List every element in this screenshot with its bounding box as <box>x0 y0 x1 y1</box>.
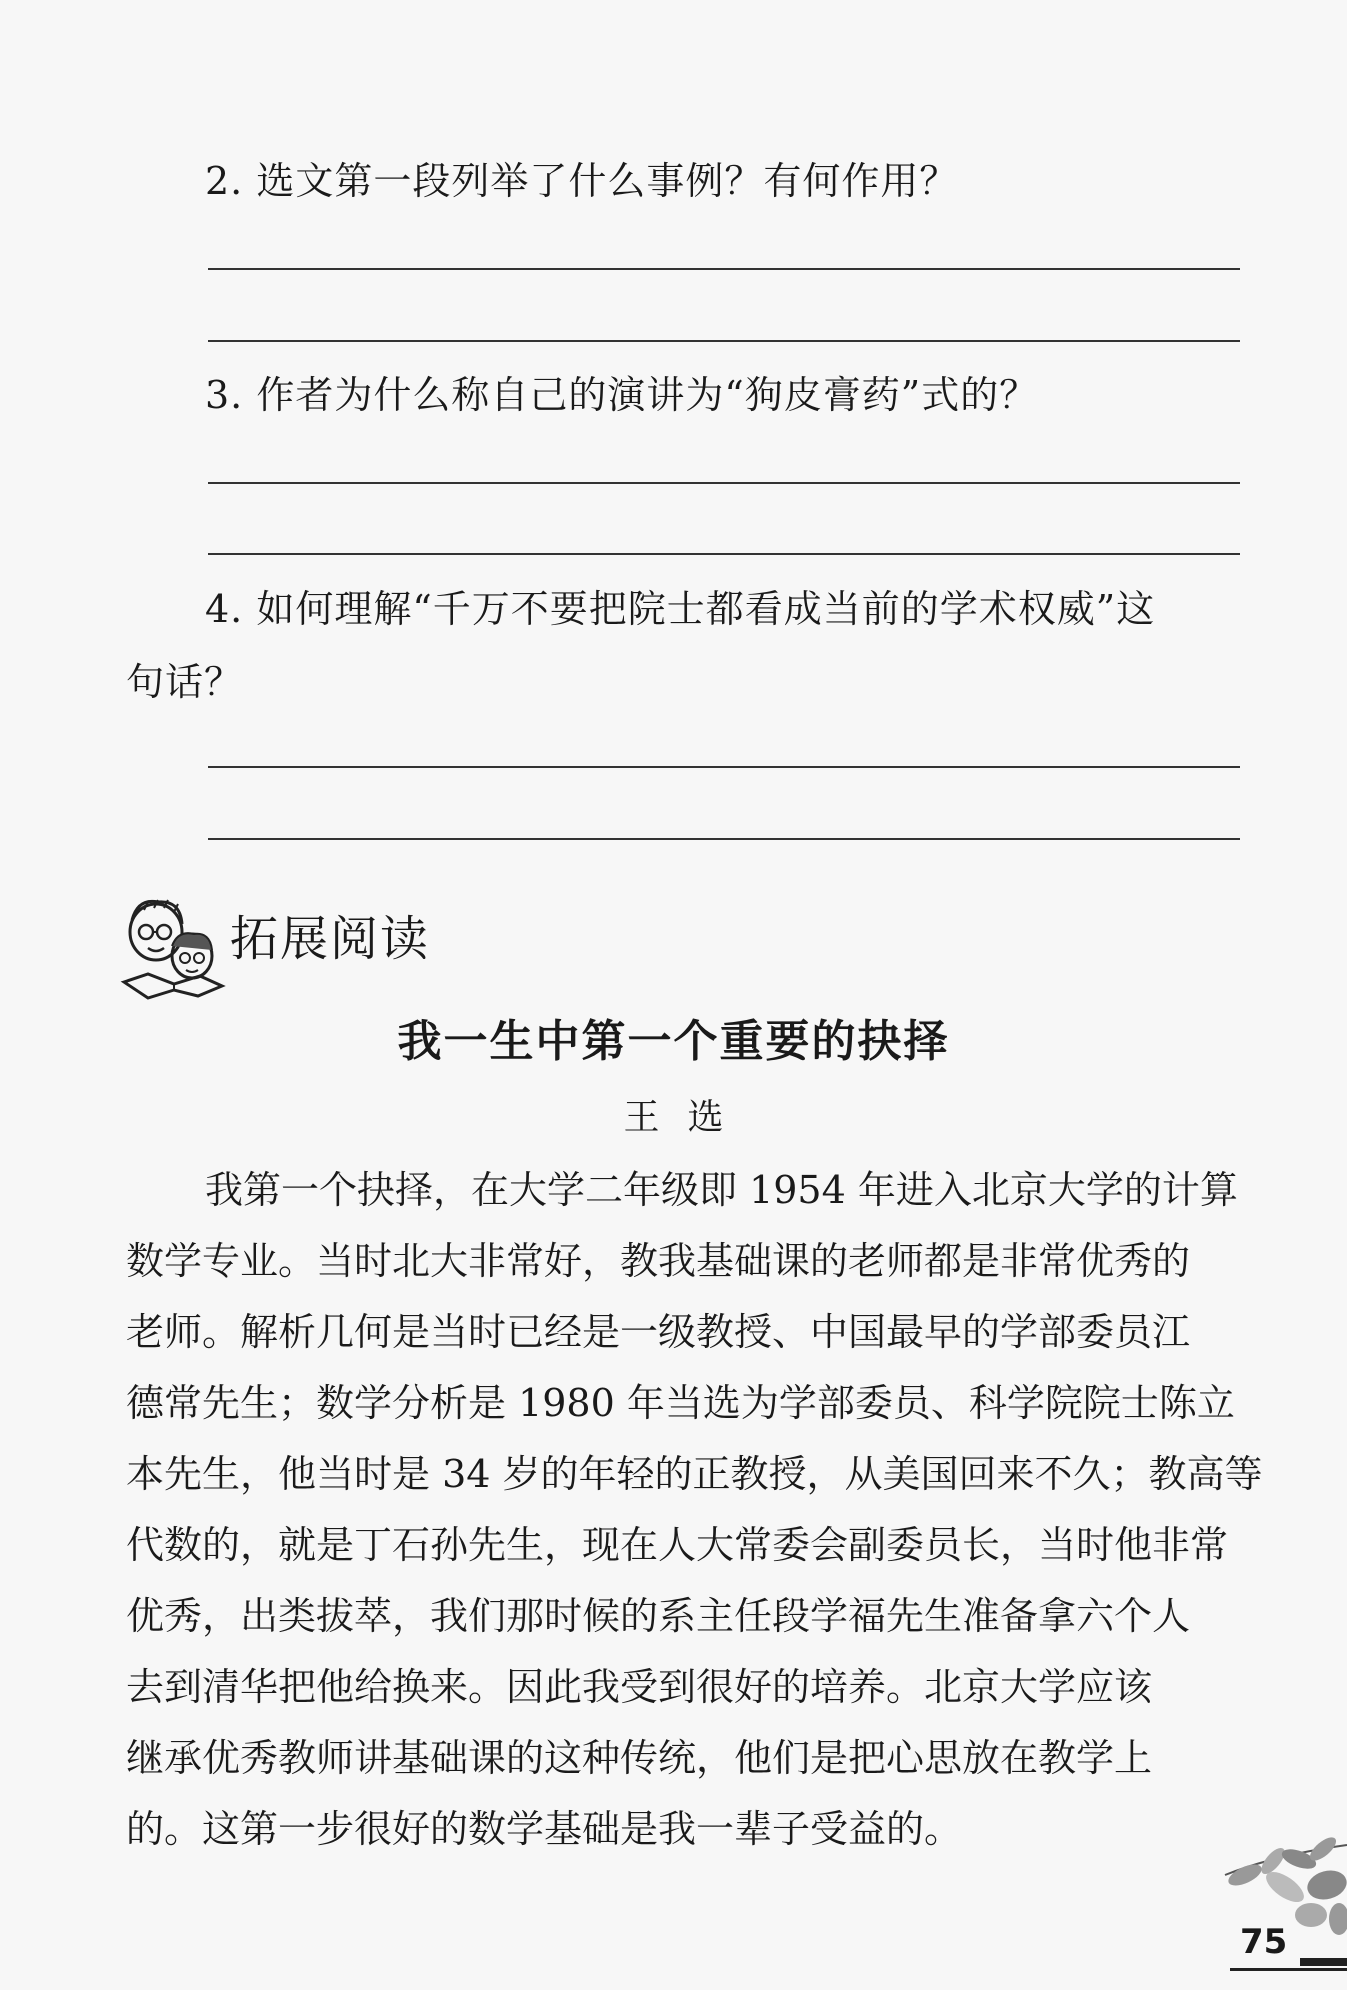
question-3: 3. 作者为什么称自己的演讲为“狗皮膏药”式的？ <box>205 373 1039 417</box>
answer-line[interactable] <box>208 268 1240 270</box>
question-4-line-2: 句话？ <box>126 660 244 704</box>
paragraph-line: 老师。解析几何是当时已经是一级教授、中国最早的学部委员江 <box>126 1310 1191 1354</box>
paragraph-line: 去到清华把他给换来。因此我受到很好的培养。北京大学应该 <box>126 1665 1153 1709</box>
answer-line[interactable] <box>208 553 1240 555</box>
page-number-rule <box>1230 1968 1347 1971</box>
answer-line[interactable] <box>208 838 1240 840</box>
answer-line[interactable] <box>208 482 1240 484</box>
article-title: 我一生中第一个重要的抉择 <box>397 1016 950 1067</box>
page-number-bar <box>1300 1958 1347 1966</box>
paragraph-line: 数学专业。当时北大非常好，教我基础课的老师都是非常优秀的 <box>126 1239 1191 1283</box>
paragraph-line: 代数的，就是丁石孙先生，现在人大常委会副委员长，当时他非常 <box>126 1523 1229 1567</box>
paragraph-line: 优秀，出类拔萃，我们那时候的系主任段学福先生准备拿六个人 <box>126 1594 1191 1638</box>
answer-line[interactable] <box>208 766 1240 768</box>
paragraph-line: 的。这第一步很好的数学基础是我一辈子受益的。 <box>126 1807 963 1851</box>
page-number: 75 <box>1240 1922 1288 1962</box>
article-author <box>0 1097 1347 1138</box>
paragraph-line: 继承优秀教师讲基础课的这种传统，他们是把心思放在教学上 <box>126 1736 1153 1780</box>
author-name: 王选 <box>623 1097 752 1138</box>
paragraph-line: 本先生，他当时是 34 岁的年轻的正教授，从美国回来不久；教高等 <box>126 1452 1263 1496</box>
section-title: 拓展阅读 <box>230 911 431 967</box>
paragraph-line: 我第一个抉择，在大学二年级即 1954 年进入北京大学的计算 <box>205 1168 1238 1212</box>
question-4-line-1: 4. 如何理解“千万不要把院士都看成当前的学术权威”这 <box>205 587 1156 631</box>
answer-line[interactable] <box>208 340 1240 342</box>
paragraph-line: 德常先生；数学分析是 1980 年当选为学部委员、科学院院士陈立 <box>126 1381 1235 1425</box>
question-2: 2. 选文第一段列举了什么事例？有何作用？ <box>205 159 959 203</box>
two-cartoon-kids-reading-icon <box>118 890 228 1000</box>
